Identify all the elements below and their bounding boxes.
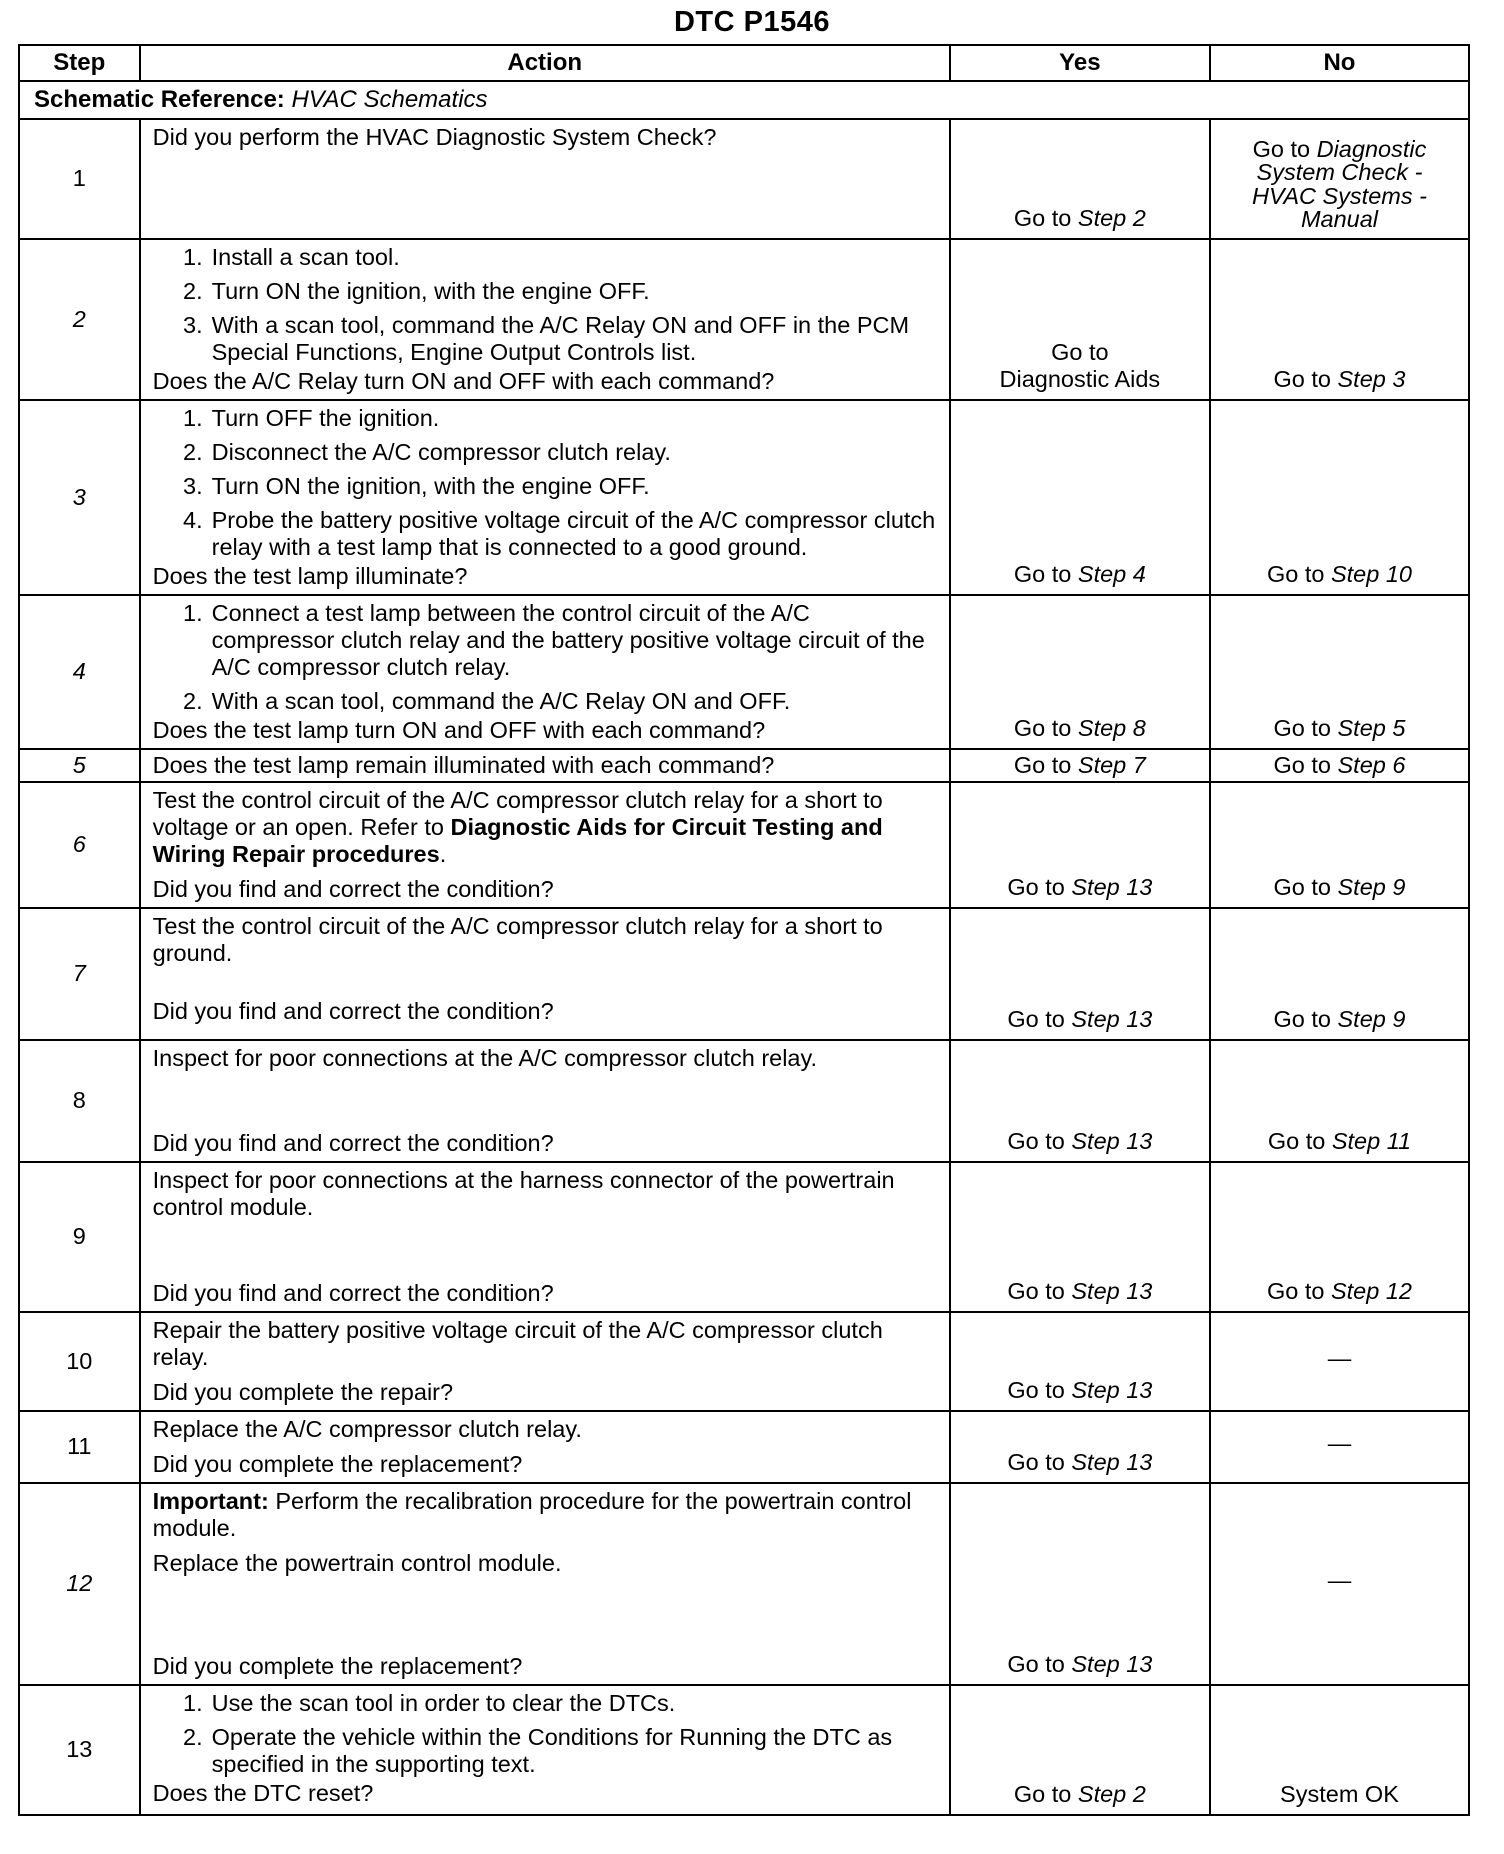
step-number: 5: [19, 749, 140, 782]
step-number: 6: [19, 782, 140, 908]
goto-label: Go to: [1252, 135, 1311, 162]
goto-label: Go to: [1013, 204, 1072, 231]
no-cell[interactable]: [1210, 239, 1469, 400]
goto-label: Go to: [1273, 873, 1331, 900]
yes-step-link[interactable]: Step 13: [1071, 1277, 1153, 1304]
no-link-line[interactable]: System Check -: [1256, 159, 1423, 186]
no-cell[interactable]: [1210, 782, 1469, 908]
list-item: 2. Disconnect the A/C compressor clutch relay.: [183, 438, 671, 465]
header-yes: Yes: [950, 45, 1210, 81]
step-number: 8: [19, 1040, 140, 1162]
action-list: [153, 405, 939, 561]
question: Did you complete the replacement?: [152, 1652, 523, 1679]
question: Does the DTC reset?: [152, 1780, 374, 1807]
action-cell: [140, 782, 950, 908]
table-row: [19, 1411, 1469, 1483]
goto-label: Go to: [1007, 1376, 1065, 1403]
list-item: 3. Turn ON the ignition, with the engine OFF.: [183, 472, 650, 499]
table-row: [19, 1685, 1469, 1815]
no-link-line[interactable]: Manual: [1300, 206, 1379, 233]
yes-cell[interactable]: [950, 595, 1210, 749]
question: Does the test lamp illuminate?: [152, 562, 468, 589]
yes-step-link[interactable]: Step 2: [1077, 204, 1146, 231]
question: Did you complete the repair?: [152, 1378, 454, 1405]
goto-label: Go to: [1007, 1650, 1065, 1677]
no-cell[interactable]: [1210, 400, 1469, 595]
step-number: 9: [19, 1162, 140, 1312]
question: Did you find and correct the condition?: [152, 1129, 554, 1156]
action-cell: [140, 908, 950, 1040]
goto-label: Go to: [1013, 560, 1072, 587]
list-item: 1. Install a scan tool.: [183, 243, 400, 270]
yes-cell[interactable]: [950, 1685, 1210, 1815]
step-number: 1: [19, 119, 140, 239]
no-step-link[interactable]: Step 12: [1330, 1277, 1412, 1304]
yes-cell[interactable]: [950, 908, 1210, 1040]
important-note: [153, 1488, 939, 1542]
yes-step-link[interactable]: Step 7: [1077, 751, 1146, 778]
yes-step-link[interactable]: Step 2: [1077, 1780, 1146, 1807]
table-row: [19, 400, 1469, 595]
list-item: 1. Connect a test lamp between the control circuit of the A/C compressor clutch relay and the battery positive voltage circuit of the A/C compressor clutch relay.: [183, 599, 925, 680]
action-cell: [140, 400, 950, 595]
schematic-link[interactable]: HVAC Schematics: [291, 86, 488, 113]
yes-step-link[interactable]: Step 13: [1071, 873, 1153, 900]
instruction: Inspect for poor connections at the harness connector of the powertrain control module.: [152, 1166, 895, 1220]
no-step-link[interactable]: Step 6: [1337, 751, 1406, 778]
goto-label: Go to: [1013, 714, 1072, 741]
table-row: [19, 749, 1469, 782]
instruction: Test the control circuit of the A/C compressor clutch relay for a short to ground.: [152, 912, 883, 966]
yes-cell[interactable]: [950, 1312, 1210, 1411]
question: Did you find and correct the condition?: [152, 1279, 554, 1306]
header-row: [19, 45, 1469, 81]
important-label: Important:: [152, 1488, 269, 1514]
schematic-label: Schematic Reference:: [34, 86, 285, 113]
page-title: DTC P1546: [673, 6, 830, 38]
action-cell: [140, 749, 950, 782]
goto-label: Go to: [1273, 365, 1331, 392]
yes-step-link[interactable]: Step 8: [1077, 714, 1146, 741]
list-item: 2. Operate the vehicle within the Conditions for Running the DTC as specified in the supporting text.: [183, 1724, 893, 1778]
table-row: [19, 119, 1469, 239]
list-item: 3. With a scan tool, command the A/C Relay ON and OFF in the PCM Special Functions, Engine Output Controls list.: [183, 311, 910, 365]
no-cell[interactable]: [1210, 119, 1469, 239]
table-row: [19, 595, 1469, 749]
action-cell: [140, 1685, 950, 1815]
header-action: Action: [140, 45, 950, 81]
action-cell: [140, 1162, 950, 1312]
goto-label: Go to: [1266, 560, 1325, 587]
action-list: [153, 1690, 939, 1778]
question: Did you perform the HVAC Diagnostic System Check?: [152, 123, 717, 150]
goto-label: Go to: [1007, 1277, 1065, 1304]
action-list: [153, 600, 939, 715]
step-number: 13: [19, 1685, 140, 1815]
instruction: Inspect for poor connections at the A/C compressor clutch relay.: [152, 1044, 818, 1071]
action-cell: [140, 1312, 950, 1411]
header-no: No: [1210, 45, 1469, 81]
goto-label: Go to: [1007, 1448, 1065, 1475]
goto-label: Go to: [1273, 751, 1331, 778]
no-cell[interactable]: [1210, 1162, 1469, 1312]
no-cell[interactable]: [1210, 908, 1469, 1040]
yes-cell[interactable]: [950, 1162, 1210, 1312]
yes-link[interactable]: Diagnostic Aids: [999, 365, 1161, 392]
step-number: 11: [19, 1411, 140, 1483]
list-item: 1. Turn OFF the ignition.: [183, 404, 440, 431]
action-cell: [140, 239, 950, 400]
table-row: [19, 1312, 1469, 1411]
question: Does the A/C Relay turn ON and OFF with each command?: [152, 367, 775, 394]
no-cell: System OK: [1210, 1685, 1469, 1815]
instruction: Replace the A/C compressor clutch relay.: [152, 1415, 582, 1442]
question: Does the test lamp remain illuminated with each command?: [152, 751, 775, 778]
question: Did you find and correct the condition?: [152, 875, 554, 902]
question: Did you complete the replacement?: [152, 1450, 523, 1477]
yes-step-link[interactable]: Step 4: [1077, 560, 1146, 587]
list-item: 2. With a scan tool, command the A/C Relay ON and OFF.: [183, 687, 791, 714]
table-row: [19, 908, 1469, 1040]
no-cell: —: [1210, 1483, 1469, 1685]
no-step-link[interactable]: Step 3: [1337, 365, 1406, 392]
no-step-link[interactable]: Step 5: [1337, 714, 1406, 741]
step-number: 7: [19, 908, 140, 1040]
schematic-row: [19, 81, 1469, 119]
step-number: 12: [19, 1483, 140, 1685]
yes-cell[interactable]: [950, 119, 1210, 239]
yes-step-link[interactable]: Step 13: [1071, 1448, 1153, 1475]
header-step: Step: [19, 45, 140, 81]
step-number: 4: [19, 595, 140, 749]
list-item: 4. Probe the battery positive voltage circuit of the A/C compressor clutch relay with a test lamp that is connected to a good ground.: [183, 506, 936, 560]
action-cell: [140, 1040, 950, 1162]
goto-label: Go to: [1051, 338, 1109, 365]
goto-label: Go to: [1013, 751, 1072, 778]
no-cell: —: [1210, 1411, 1469, 1483]
action-list: [153, 244, 939, 366]
instruction: Replace the powertrain control module.: [152, 1550, 562, 1577]
table-row: [19, 782, 1469, 908]
yes-step-link[interactable]: Step 13: [1071, 1127, 1153, 1154]
yes-cell[interactable]: [950, 1040, 1210, 1162]
action-cell: [140, 1483, 950, 1685]
list-item: 1. Use the scan tool in order to clear the DTCs.: [183, 1690, 676, 1716]
instruction: Test the control circuit of the A/C compressor clutch relay for a short to voltage or an open. Refer to Diagnostic Aids for Circuit Testing and Wiring Repair procedures.: [152, 786, 883, 867]
question: Does the test lamp turn ON and OFF with each command?: [152, 716, 766, 743]
step-number: 10: [19, 1312, 140, 1411]
diagnostic-table: [18, 44, 1470, 1816]
diagnostic-aids-link[interactable]: Diagnostic Aids for Circuit Testing and Wiring Repair procedures: [152, 813, 883, 867]
goto-label: Go to: [1013, 1780, 1072, 1807]
no-step-link[interactable]: Step 9: [1337, 873, 1406, 900]
action-cell: [140, 595, 950, 749]
goto-label: Go to: [1007, 873, 1065, 900]
goto-label: Go to: [1007, 1127, 1065, 1154]
yes-cell[interactable]: [950, 239, 1210, 400]
goto-label: Go to: [1273, 714, 1331, 741]
no-link-line[interactable]: Diagnostic: [1316, 135, 1427, 162]
yes-cell[interactable]: [950, 782, 1210, 908]
no-link-line[interactable]: HVAC Systems -: [1251, 182, 1427, 209]
goto-label: Go to: [1266, 1277, 1325, 1304]
table-row: [19, 1162, 1469, 1312]
goto-label: Go to: [1007, 1005, 1065, 1032]
yes-step-link[interactable]: Step 13: [1071, 1376, 1153, 1403]
yes-step-link[interactable]: Step 13: [1071, 1005, 1153, 1032]
no-cell[interactable]: [1210, 595, 1469, 749]
table-row: [19, 1483, 1469, 1685]
step-number: 3: [19, 400, 140, 595]
yes-cell[interactable]: [950, 400, 1210, 595]
yes-step-link[interactable]: Step 13: [1071, 1650, 1153, 1677]
no-cell[interactable]: [1210, 749, 1469, 782]
action-cell: [140, 119, 950, 239]
important-text: Perform the recalibration procedure for the powertrain control module.: [152, 1488, 912, 1542]
no-step-link[interactable]: Step 11: [1331, 1127, 1412, 1154]
action-cell: [140, 1411, 950, 1483]
yes-cell[interactable]: [950, 749, 1210, 782]
question: Did you find and correct the condition?: [152, 997, 554, 1024]
no-cell[interactable]: [1210, 1040, 1469, 1162]
list-item: 2. Turn ON the ignition, with the engine OFF.: [183, 277, 650, 304]
yes-cell[interactable]: [950, 1411, 1210, 1483]
table-row: [19, 239, 1469, 400]
step-number: 2: [19, 239, 140, 400]
schematic-reference: [19, 81, 1469, 119]
goto-label: Go to: [1273, 1005, 1331, 1032]
table-row: [19, 1040, 1469, 1162]
instruction: Repair the battery positive voltage circuit of the A/C compressor clutch relay.: [152, 1316, 883, 1370]
no-step-link[interactable]: Step 9: [1337, 1005, 1406, 1032]
goto-label: Go to: [1267, 1127, 1326, 1154]
no-step-link[interactable]: Step 10: [1330, 560, 1412, 587]
no-cell: —: [1210, 1312, 1469, 1411]
yes-cell[interactable]: [950, 1483, 1210, 1685]
